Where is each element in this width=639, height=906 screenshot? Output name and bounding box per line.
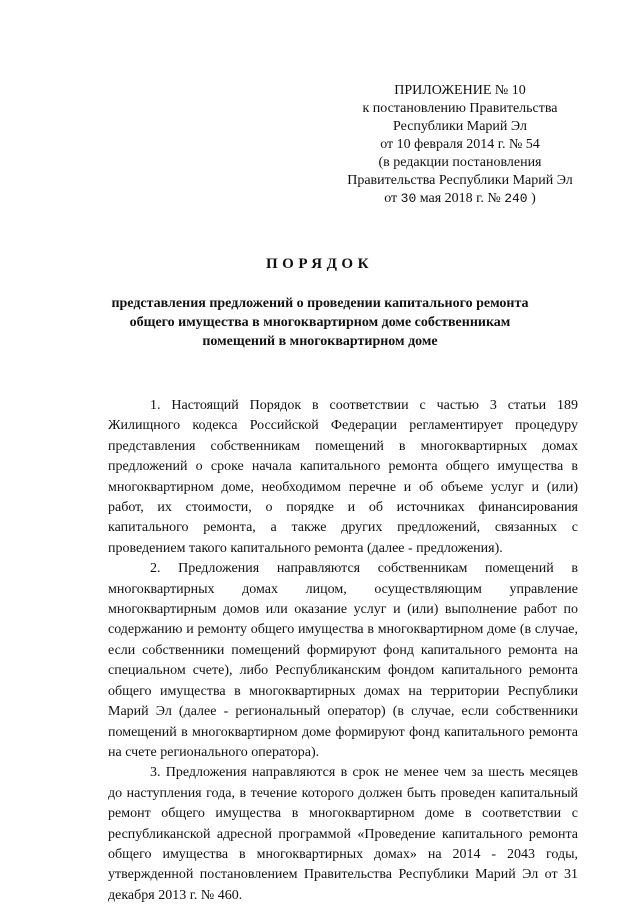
revision-month: мая 2018 г. № bbox=[419, 191, 501, 206]
appendix-government: Правительства Республики Марий Эл bbox=[347, 173, 573, 188]
revision-number: 240 bbox=[504, 191, 528, 206]
appendix-republic: Республики Марий Эл bbox=[393, 119, 527, 134]
appendix-header bbox=[330, 82, 590, 208]
revision-day: 30 bbox=[400, 191, 417, 206]
appendix-date: от 10 февраля 2014 г. № 54 bbox=[380, 137, 540, 152]
document-body bbox=[108, 396, 578, 906]
paragraph-1: 1. Настоящий Порядок в соответствии с частью 3 статьи 189 Жилищного кодекса Российской Федерации регламентирует процедуру представления собственникам помещений в многоквартирных домах предложений о сроке начала капитального ремонта общего имущества в многоквартирном доме, необходимом перечне и об объеме услуг и (или) работ, их стоимости, о порядке и об источниках финансирования капитального ремонта, а также других предложений, связанных с проведением такого капитального ремонта (далее - предложения). bbox=[108, 398, 578, 556]
revision-suffix: ) bbox=[531, 191, 536, 206]
document-title: ПОРЯДОК bbox=[266, 256, 373, 272]
appendix-revision: (в редакции постановления bbox=[378, 155, 542, 170]
revision-prefix: от bbox=[384, 191, 398, 206]
document-subtitle: представления предложений о проведении капитального ремонта общего имущества в многоквартирном доме собственникам помещений в многоквартирном доме bbox=[111, 296, 529, 349]
paragraph-3: 3. Предложения направляются в срок не менее чем за шесть месяцев до наступления года, в течение которого должен быть проведен капитальный ремонт общего имущества в многоквартирном доме в соответствии с республиканской адресной программой «Проведение капитального ремонта общего имущества в многоквартирных домах» на 2014 - 2043 годы, утвержденной постановлением Правительства Республики Марий Эл от 31 декабря 2013 г. № 460. bbox=[108, 765, 578, 903]
appendix-revision-date bbox=[330, 190, 590, 208]
appendix-number: ПРИЛОЖЕНИЕ № 10 bbox=[394, 83, 526, 98]
paragraph-2: 2. Предложения направляются собственникам помещений в многоквартирных домах лицом, осуществляющим управление многоквартирным домов или оказание услуг и (или) выполнение работ по содержанию и ремонту общего имущества в многоквартирном доме (в случае, если собственники помещений формируют фонд капитального ремонта на специальном счете), либо Республиканским фондом капитального ремонта общего имущества в многоквартирных домах на территории Республики Марий Эл (далее - региональный оператор) (в случае, если собственники помещений в многоквартирном доме формируют фонд капитального ремонта на счете регионального оператора). bbox=[108, 561, 578, 760]
appendix-reference: к постановлению Правительства bbox=[362, 101, 558, 116]
